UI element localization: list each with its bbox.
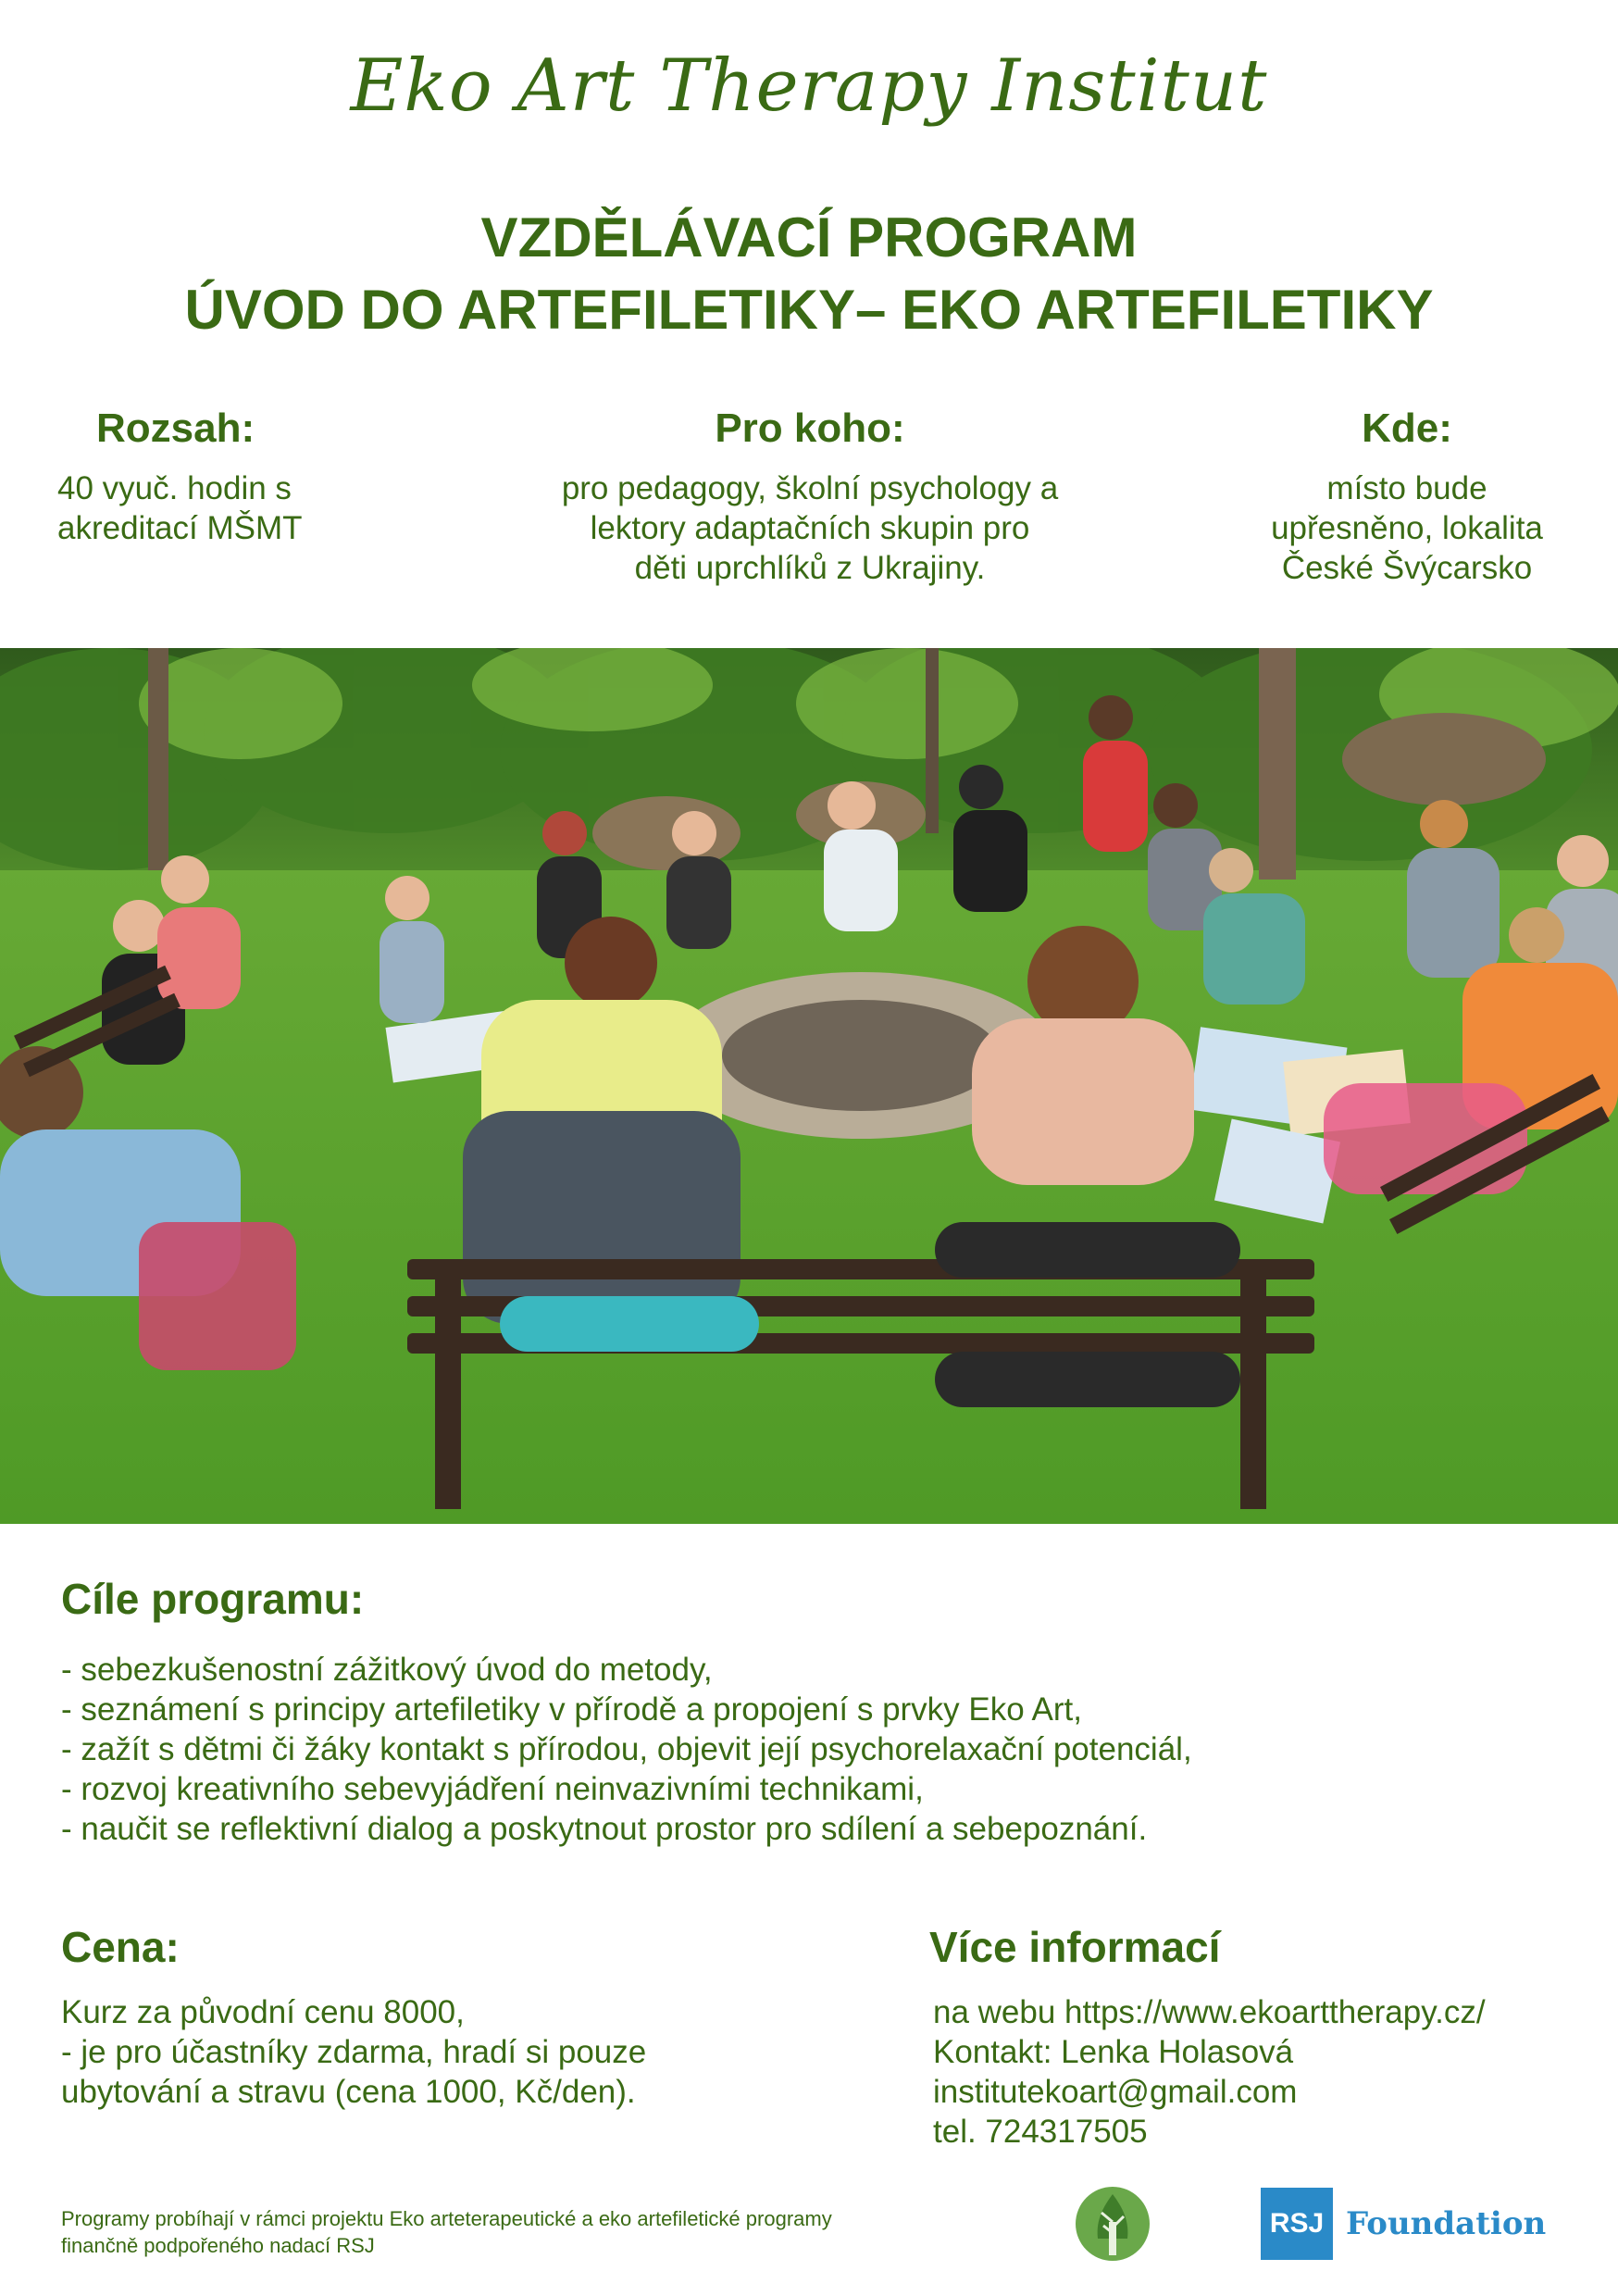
goal-item: - zažít s dětmi či žáky kontakt s přírodou, objevit její psychorelaxační potenciál, — [61, 1731, 1192, 1767]
scope-heading: Rozsah: — [96, 406, 255, 451]
contact-name: Kontakt: Lenka Holasová — [933, 2034, 1294, 2070]
location-line: místo bude — [1326, 470, 1487, 506]
price-line: Kurz za původní cenu 8000, — [61, 1994, 465, 2030]
rsj-word: Foundation — [1346, 2205, 1547, 2242]
footer-note — [61, 2205, 987, 2259]
group-photo — [0, 648, 1618, 1524]
audience-line: děti uprchlíků z Ukrajiny. — [634, 550, 986, 586]
brand-name: Eko Art Therapy Institut — [350, 44, 1268, 128]
price-line: ubytování a stravu (cena 1000, Kč/den). — [61, 2074, 636, 2110]
goal-item: - sebezkušenostní zážitkový úvod do metody, — [61, 1652, 713, 1688]
goals-list — [61, 1650, 1579, 1849]
phone-number[interactable]: tel. 724317505 — [933, 2114, 1148, 2150]
audience-line: lektory adaptačních skupin pro — [590, 510, 1030, 546]
location-column — [1240, 406, 1574, 588]
price-heading: Cena: — [61, 1923, 180, 1971]
page-title-line1: VZDĚLÁVACÍ PROGRAM — [480, 206, 1138, 268]
scope-line: akreditací MŠMT — [57, 510, 303, 546]
price-line: - je pro účastníky zdarma, hradí si pouze — [61, 2034, 647, 2070]
location-line: České Švýcarsko — [1281, 550, 1533, 586]
goals-heading: Cíle programu: — [61, 1575, 365, 1623]
info-heading: Více informací — [929, 1923, 1221, 1971]
email-link[interactable]: institutekoart@gmail.com — [933, 2074, 1298, 2110]
rsj-box: RSJ — [1261, 2188, 1333, 2260]
tree-logo-icon — [1074, 2185, 1151, 2263]
website-link[interactable]: na webu https://www.ekoarttherapy.cz/ — [933, 1994, 1486, 2030]
scope-line: 40 vyuč. hodin s — [57, 470, 292, 506]
goal-item: - rozvoj kreativního sebevyjádření neinvazivními technikami, — [61, 1771, 924, 1807]
location-heading: Kde: — [1362, 406, 1452, 451]
rsj-foundation-logo — [1261, 2187, 1546, 2261]
scope-column — [57, 406, 335, 548]
location-line: upřesněno, lokalita — [1271, 510, 1543, 546]
audience-heading: Pro koho: — [715, 406, 905, 451]
goal-item: - seznámení s principy artefiletiky v přírodě a propojení s prvky Eko Art, — [61, 1691, 1082, 1728]
audience-column — [518, 406, 1101, 588]
info-block — [933, 1992, 1581, 2152]
audience-line: pro pedagogy, školní psychology a — [561, 470, 1059, 506]
price-block — [61, 1992, 765, 2112]
page-title-line2: ÚVOD DO ARTEFILETIKY– EKO ARTEFILETIKY — [184, 279, 1434, 341]
footer-line: Programy probíhají v rámci projektu Eko arteterapeutické a eko artefiletické programy — [61, 2207, 832, 2230]
goal-item: - naučit se reflektivní dialog a poskytnout prostor pro sdílení a sebepoznání. — [61, 1811, 1148, 1847]
footer-line: finančně podpořeného nadací RSJ — [61, 2234, 375, 2257]
